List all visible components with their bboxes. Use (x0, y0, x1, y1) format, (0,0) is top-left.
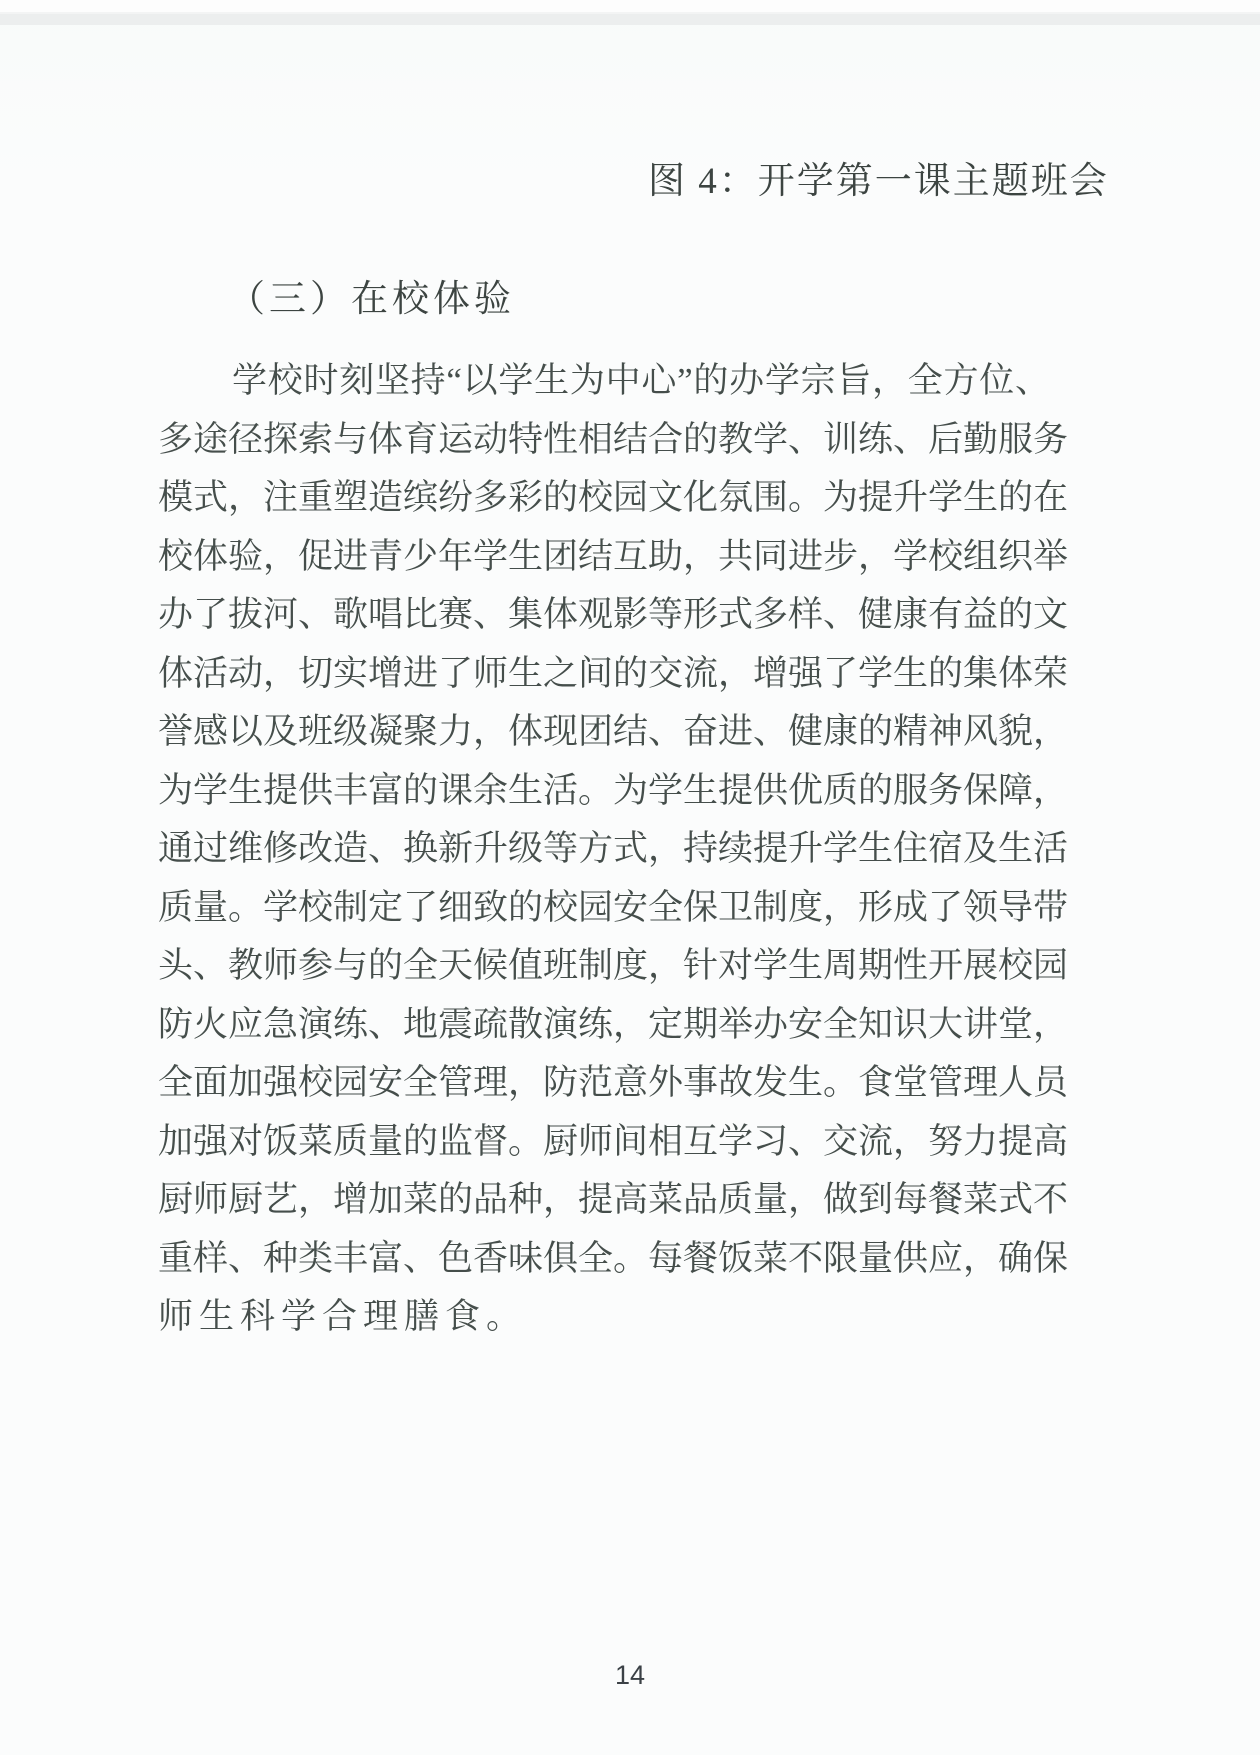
body-line: 质量。学校制定了细致的校园安全保卫制度，形成了领导带 (158, 887, 1069, 927)
body-line: 多途径探索与体育运动特性相结合的教学、训练、后勤服务 (158, 419, 1069, 459)
body-line: 头、教师参与的全天候值班制度，针对学生周期性开展校园 (158, 946, 1069, 985)
body-line: 为学生提供丰富的课余生活。为学生提供优质的服务保障， (158, 770, 1069, 810)
body-line: 师生科学合理膳食。 (158, 1297, 528, 1336)
body-line: 重样、种类丰富、色香味俱全。每餐饭菜不限量供应，确保 (158, 1238, 1069, 1278)
body-line: 加强对饭菜质量的监督。厨师间相互学习、交流，努力提高 (158, 1121, 1069, 1161)
body-line: 模式，注重塑造缤纷多彩的校园文化氛围。为提升学生的在 (158, 478, 1069, 517)
body-line: 学校时刻坚持“以学生为中心”的办学宗旨，全方位、 (232, 361, 1050, 400)
body-line: 体活动，切实增进了师生之间的交流，增强了学生的集体荣 (158, 653, 1069, 693)
body-line: 全面加强校园安全管理，防范意外事故发生。食堂管理人员 (158, 1063, 1069, 1102)
body-line: 通过维修改造、换新升级等方式，持续提升学生住宿及生活 (158, 829, 1069, 868)
body-line: 厨师厨艺，增加菜的品种，提高菜品质量，做到每餐菜式不 (158, 1180, 1069, 1219)
body-paragraph (158, 352, 1069, 1347)
figure-caption: 图 4：开学第一课主题班会 (648, 161, 1109, 202)
scan-artifact-gray-band (0, 14, 1260, 25)
page-number: 14 (614, 1660, 646, 1690)
section-heading: （三）在校体验 (228, 279, 515, 320)
body-line: 誉感以及班级凝聚力，体现团结、奋进、健康的精神风貌， (158, 712, 1069, 751)
body-line: 办了拔河、歌唱比赛、集体观影等形式多样、健康有益的文 (158, 595, 1069, 634)
scan-artifact-band (0, 0, 1260, 14)
body-line: 校体验，促进青少年学生团结互助，共同进步，学校组织举 (158, 536, 1069, 576)
body-line: 防火应急演练、地震疏散演练，定期举办安全知识大讲堂， (158, 1004, 1069, 1044)
